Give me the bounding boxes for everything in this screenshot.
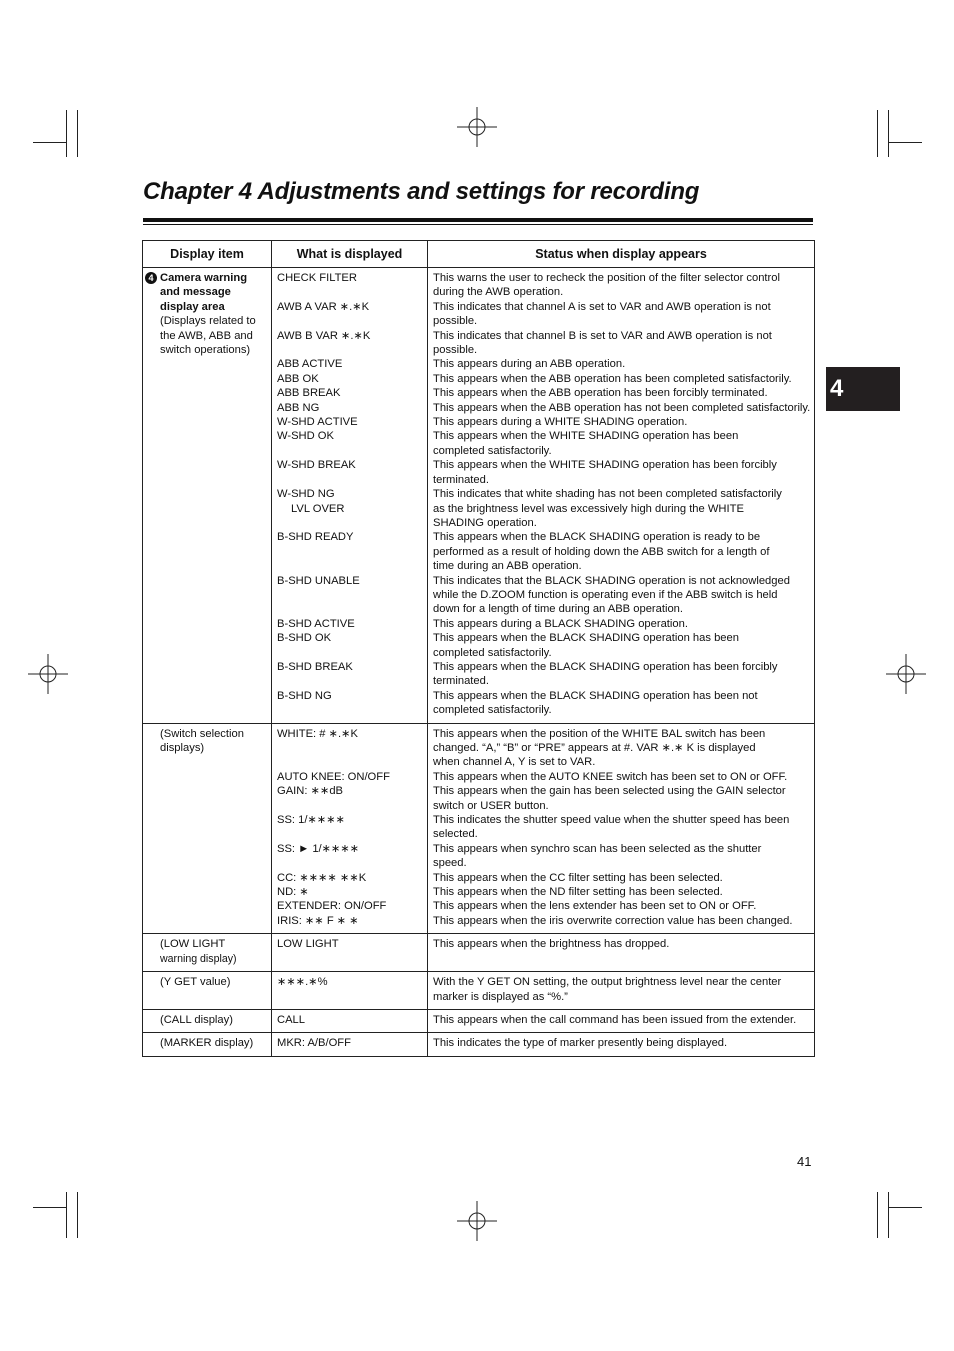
status-text: marker is displayed as “%.” (433, 990, 568, 1003)
status-text: This warns the user to recheck the position of the filter selector control (433, 272, 780, 284)
item-cell (143, 934, 272, 972)
display-text (277, 856, 423, 870)
display-text: B-SHD OK (277, 632, 332, 645)
display-text: CHECK FILTER (277, 272, 357, 284)
display-text: ABB OK (277, 372, 319, 385)
chapter-title: Chapter 4 Adjustments and settings for recording (143, 178, 700, 205)
display-text (277, 588, 423, 602)
display-cell: CALL (272, 1009, 428, 1032)
chapter-tab-marker: 4 (826, 367, 900, 411)
display-text: ABB BREAK (277, 387, 341, 400)
display-text: ABB NG (277, 401, 320, 414)
status-text: This appears during a WHITE SHADING operation. (433, 416, 688, 429)
status-text: when channel A, Y is set to VAR. (433, 756, 596, 769)
status-text: This indicates that white shading has not been completed satisfactorily (433, 488, 782, 501)
status-text: This appears when the ABB operation has been completed satisfactorily. (433, 372, 792, 385)
display-text (277, 285, 423, 299)
crop-mark (877, 110, 878, 157)
registration-mark-icon (28, 654, 68, 694)
status-text: as the brightness level was excessively high during the WHITE (433, 502, 744, 515)
display-text (277, 516, 423, 530)
status-text: This appears when the call command has been issued from the extender. (433, 1013, 797, 1026)
display-text (277, 674, 423, 688)
display-text: W-SHD BREAK (277, 459, 356, 472)
item-cell (143, 723, 272, 934)
display-text: SS: ► 1/∗∗∗∗ (277, 842, 360, 855)
display-text: GAIN: ∗∗dB (277, 785, 343, 798)
crop-mark (33, 142, 67, 143)
status-cell (428, 934, 815, 972)
title-rule (143, 218, 813, 222)
display-cell (272, 268, 428, 724)
item-note: (Displays related to (160, 315, 256, 328)
status-text: This indicates that channel B is set to VAR and AWB operation is not (433, 329, 772, 342)
display-text (277, 559, 423, 573)
display-text: CC: ∗∗∗∗ ∗∗K (277, 871, 367, 884)
display-cell (272, 723, 428, 934)
status-cell (428, 1009, 815, 1032)
status-text: This appears during an ABB operation. (433, 358, 626, 371)
crop-mark (888, 1192, 889, 1238)
display-text: ABB ACTIVE (277, 358, 343, 371)
display-text: B-SHD BREAK (277, 660, 353, 673)
item-note: (Y GET value) (160, 976, 231, 989)
status-text: speed. (433, 857, 467, 870)
item-cell (143, 1033, 272, 1056)
display-text (277, 444, 423, 458)
status-text: switch or USER button. (433, 799, 549, 812)
item-note: (MARKER display) (160, 1037, 254, 1050)
status-cell (428, 723, 815, 934)
display-text: AUTO KNEE: ON/OFF (277, 770, 390, 783)
display-text: EXTENDER: ON/OFF (277, 900, 387, 913)
display-text: W-SHD ACTIVE (277, 416, 358, 429)
status-text: while the D.ZOOM function is operating even if the ABB switch is held (433, 588, 778, 601)
status-text: selected. (433, 828, 478, 841)
display-text: AWB A VAR ∗.∗K (277, 300, 370, 313)
status-text: performed as a result of holding down the ABB switch for a length of (433, 545, 770, 558)
registration-mark-icon (457, 107, 497, 147)
crop-mark (888, 1207, 922, 1208)
status-text: This appears when the brightness has dropped. (433, 938, 670, 951)
status-text: This indicates that the BLACK SHADING operation is not acknowledged (433, 574, 790, 587)
status-text: SHADING operation. (433, 516, 537, 529)
display-text: B-SHD UNABLE (277, 574, 360, 587)
header-what-is-displayed: What is displayed (272, 241, 428, 268)
crop-mark (66, 1192, 67, 1238)
display-text (277, 545, 423, 559)
display-text: W-SHD NG (277, 488, 335, 501)
status-text: terminated. (433, 675, 489, 688)
status-text: This appears when the BLACK SHADING operation has been not (433, 689, 758, 702)
status-text: down for a length of time during an ABB operation. (433, 603, 684, 616)
display-text (277, 799, 423, 813)
status-text: This appears when the WHITE SHADING operation has been forcibly (433, 459, 777, 472)
status-text: With the Y GET ON setting, the output brightness level near the center (433, 976, 782, 989)
item-number-badge: 4 (145, 272, 157, 284)
display-text (277, 343, 423, 357)
status-text: possible. (433, 315, 478, 328)
display-text: B-SHD NG (277, 689, 332, 702)
status-cell (428, 972, 815, 1010)
status-text: This appears when synchro scan has been selected as the shutter (433, 842, 762, 855)
header-status: Status when display appears (428, 241, 815, 268)
display-text (277, 827, 423, 841)
display-text (277, 703, 423, 717)
status-text: changed. “A,” “B” or “PRE” appears at #. VAR ∗.∗ K is displayed (433, 742, 756, 754)
status-text: This appears when the WHITE SHADING operation has been (433, 430, 739, 443)
status-text: This appears when the BLACK SHADING operation has been forcibly (433, 660, 778, 673)
status-text: possible. (433, 344, 478, 357)
item-note: (LOW LIGHT (160, 938, 226, 951)
status-text: This appears when the BLACK SHADING operation is ready to be (433, 531, 761, 544)
crop-mark (66, 110, 67, 157)
display-text (277, 646, 423, 660)
status-text: completed satisfactorily. (433, 704, 552, 717)
crop-mark (77, 110, 78, 157)
item-cell (143, 972, 272, 1010)
table-row (143, 268, 815, 724)
display-text: SS: 1/∗∗∗∗ (277, 814, 345, 827)
status-text: This appears when the ABB operation has not been completed satisfactorily. (433, 401, 811, 414)
display-text: AWB B VAR ∗.∗K (277, 329, 371, 342)
status-text: This appears during a BLACK SHADING operation. (433, 617, 688, 630)
status-text: This indicates the shutter speed value when the shutter speed has been (433, 814, 790, 827)
status-text: This appears when the lens extender has been set to ON or OFF. (433, 900, 757, 913)
status-text: This indicates that channel A is set to VAR and AWB operation is not (433, 300, 771, 313)
status-text: during the AWB operation. (433, 286, 564, 299)
status-text: This appears when the ABB operation has been forcibly terminated. (433, 387, 768, 400)
status-text: This appears when the BLACK SHADING operation has been (433, 632, 739, 645)
status-text: This appears when the AUTO KNEE switch has been set to ON or OFF. (433, 770, 788, 783)
status-text: This appears when the position of the WHITE BAL switch has been (433, 727, 766, 740)
page-number: 41 (797, 1154, 812, 1169)
crop-mark (33, 1207, 67, 1208)
item-note: switch operations) (160, 344, 251, 357)
display-text: LVL OVER (291, 502, 345, 515)
display-cell: LOW LIGHT (272, 934, 428, 972)
status-text: This appears when the iris overwrite correction value has been changed. (433, 914, 793, 927)
header-display-item: Display item (143, 241, 272, 268)
status-text: completed satisfactorily. (433, 646, 552, 659)
item-label: and message (160, 286, 231, 299)
status-text: This appears when the CC filter setting has been selected. (433, 871, 723, 884)
display-cell: ∗∗∗.∗% (272, 972, 428, 1010)
table-row (143, 723, 815, 934)
status-text: This appears when the ND filter setting has been selected. (433, 886, 723, 899)
status-text: time during an ABB operation. (433, 560, 582, 573)
display-text (277, 602, 423, 616)
item-label: Camera warning (160, 272, 248, 284)
display-text: WHITE: # ∗.∗K (277, 727, 358, 740)
item-note: displays) (160, 742, 205, 754)
registration-mark-icon (457, 1201, 497, 1241)
table-header-row (143, 241, 815, 268)
title-rule-thin (143, 224, 813, 225)
display-text: B-SHD ACTIVE (277, 617, 355, 630)
status-text: This appears when the gain has been selected using the GAIN selector (433, 785, 786, 798)
display-text (277, 473, 423, 487)
item-note: warning display) (160, 952, 237, 965)
status-text: completed satisfactorily. (433, 444, 552, 457)
table-row (143, 1033, 815, 1056)
table-row (143, 1009, 815, 1032)
status-text: This indicates the type of marker presently being displayed. (433, 1037, 728, 1050)
display-text (277, 314, 423, 328)
display-cell: MKR: A/B/OFF (272, 1033, 428, 1056)
item-note: (CALL display) (160, 1013, 233, 1026)
crop-mark (877, 1192, 878, 1238)
crop-mark (77, 1192, 78, 1238)
item-cell (143, 268, 272, 724)
item-note: the AWB, ABB and (160, 329, 253, 342)
display-text: B-SHD READY (277, 531, 354, 544)
table-row (143, 972, 815, 1010)
crop-mark (888, 110, 889, 157)
display-text: W-SHD OK (277, 430, 334, 443)
status-cell (428, 268, 815, 724)
display-text: ND: ∗ (277, 886, 309, 899)
item-note: (Switch selection (160, 727, 244, 740)
display-text: IRIS: ∗∗ F ∗ ∗ (277, 914, 359, 927)
table-row (143, 934, 815, 972)
registration-mark-icon (886, 654, 926, 694)
item-cell (143, 1009, 272, 1032)
display-table (142, 240, 815, 1057)
status-text: terminated. (433, 473, 489, 486)
status-cell (428, 1033, 815, 1056)
crop-mark (888, 142, 922, 143)
display-text (277, 755, 423, 769)
display-text (277, 741, 423, 755)
item-label: display area (160, 300, 225, 313)
